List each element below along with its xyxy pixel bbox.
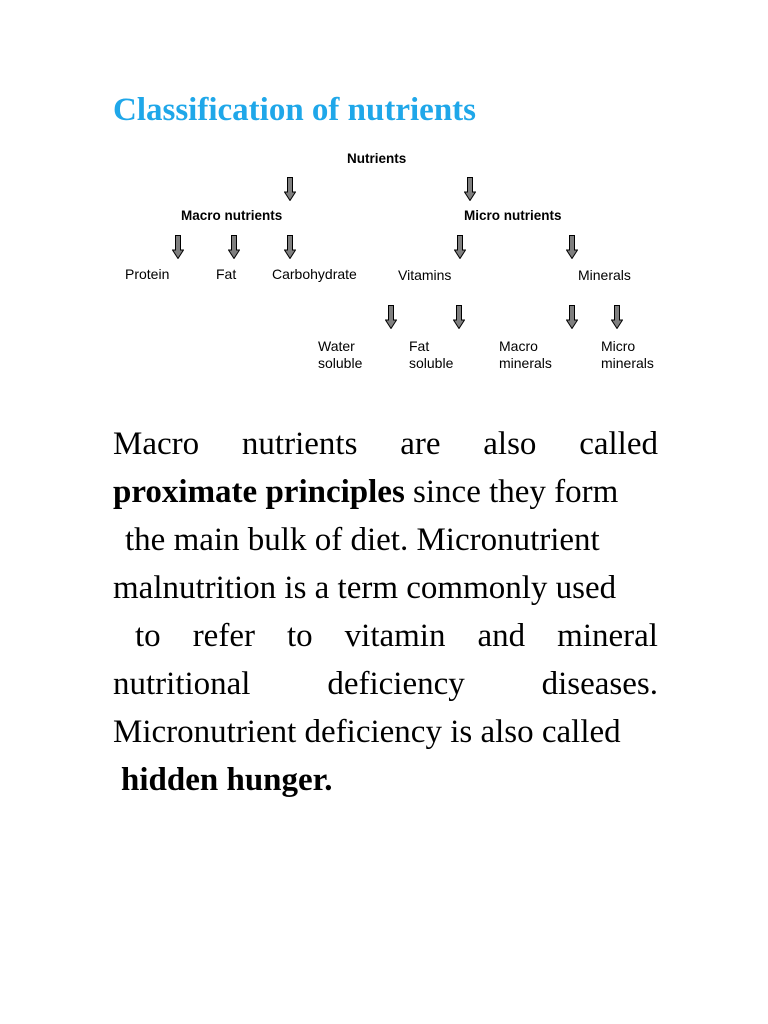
node-vitamins: Vitamins [398,267,452,283]
paragraph-line-4: malnutrition is a term commonly used [113,570,617,606]
node-water-soluble [318,338,362,372]
paragraph-line-3: the main bulk of diet. Micronutrient [125,522,600,558]
node-macro-minerals [499,338,552,372]
term-hidden-hunger: hidden hunger. [121,762,333,798]
nutrient-classification-tree [0,0,768,400]
node-fat-soluble [409,338,453,372]
node-protein: Protein [125,266,170,282]
word: also [483,426,537,462]
word: nutritional [113,666,251,702]
node-macro-nutrients: Macro nutrients [181,208,283,223]
word: mineral [557,618,658,654]
node-nutrients: Nutrients [347,151,407,166]
node-line: Fat [409,338,430,354]
description-paragraph [113,420,658,804]
node-line: Macro [499,338,538,354]
paragraph-line-6 [113,660,658,708]
arrow-down-icon [454,235,466,259]
word: are [400,426,441,462]
arrow-down-icon [611,305,623,329]
arrow-down-icon [385,305,397,329]
node-fat: Fat [216,266,237,282]
term-proximate-principles: proximate principles [113,474,405,510]
word: to [135,618,161,654]
paragraph-line-2 [113,468,658,516]
node-line: Water [318,338,355,354]
word: to [286,618,313,654]
word: called [579,426,658,462]
word: vitamin [344,618,446,654]
node-micro-nutrients: Micro nutrients [464,208,562,223]
paragraph-line-5 [113,612,658,660]
node-line: minerals [499,355,552,371]
paragraph-line-1 [113,420,658,468]
arrow-down-icon [566,235,578,259]
paragraph-line-8 [113,756,658,804]
word: Macro [113,426,200,462]
node-line: soluble [409,355,454,371]
arrow-down-icon [284,177,296,201]
node-minerals: Minerals [578,267,631,283]
node-carbohydrate: Carbohydrate [272,266,357,282]
page-title: Classification of nutrients [113,92,476,128]
arrow-down-icon [464,177,476,201]
word: diseases. [541,666,658,702]
node-line: soluble [318,355,363,371]
word: refer [192,618,255,654]
arrow-down-icon [172,235,184,259]
node-line: Micro [601,338,636,354]
arrow-down-icon [566,305,578,329]
paragraph-line-7: Micronutrient deficiency is also called [113,714,621,750]
arrow-down-icon [284,235,296,259]
text-segment: since they form [404,474,619,510]
node-micro-minerals [601,338,654,372]
arrow-down-icon [453,305,465,329]
node-line: minerals [601,355,654,371]
word: deficiency [327,666,465,702]
word: and [477,618,526,654]
arrow-down-icon [228,235,240,259]
word: nutrients [241,426,358,462]
